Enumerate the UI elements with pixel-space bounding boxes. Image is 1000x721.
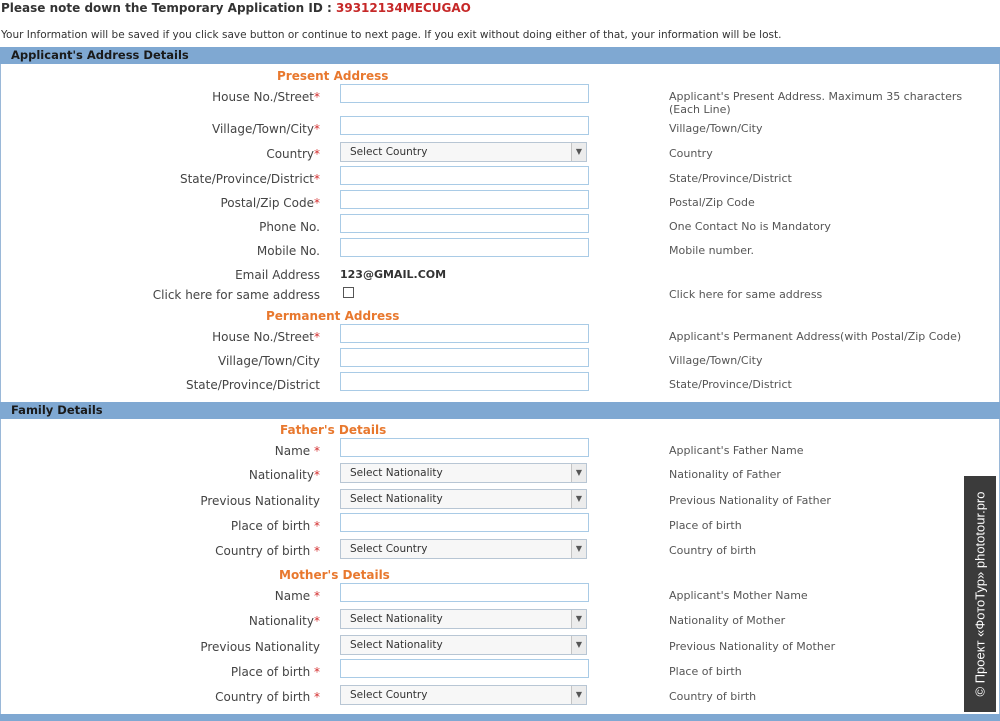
present-state-input[interactable] <box>340 166 589 185</box>
present-country-row <box>0 147 1000 167</box>
save-info-text: Your Information will be saved if you click save button or continue to next page. If you exit without doing either of that, your information will be lost. <box>1 29 782 41</box>
present-email-label: Email Address <box>235 268 320 282</box>
required-mark: * <box>314 468 320 482</box>
same-address-label: Click here for same address <box>152 288 320 302</box>
chevron-down-icon: ▼ <box>571 686 586 704</box>
chevron-down-icon: ▼ <box>571 540 586 558</box>
present-email-value: 123@GMAIL.COM <box>340 268 447 281</box>
father-birth-place-row <box>0 519 1000 539</box>
father-birth-place-label: Place of birth * <box>230 519 320 533</box>
present-state-label: State/Province/District* <box>179 172 320 186</box>
present-village-input[interactable] <box>340 116 589 135</box>
mother-birth-country-label: Country of birth * <box>215 690 320 704</box>
permanent-village-input[interactable] <box>340 348 589 367</box>
present-village-hint: Village/Town/City <box>669 122 763 135</box>
father-birth-place-hint: Place of birth <box>669 519 742 532</box>
present-phone-input[interactable] <box>340 214 589 233</box>
required-mark: * <box>314 690 320 704</box>
permanent-house-row <box>0 330 1000 350</box>
father-name-hint: Applicant's Father Name <box>669 444 804 457</box>
present-country-select[interactable]: Select Country ▼ <box>340 142 587 162</box>
required-mark: * <box>314 196 320 210</box>
watermark <box>964 476 996 712</box>
permanent-state-row <box>0 378 1000 398</box>
mother-nationality-row <box>0 614 1000 634</box>
father-birth-country-label: Country of birth * <box>215 544 320 558</box>
father-birth-country-hint: Country of birth <box>669 544 757 557</box>
present-postal-label: Postal/Zip Code* <box>220 196 320 210</box>
father-prev-nationality-row <box>0 494 1000 514</box>
mother-prev-nationality-hint: Previous Nationality of Mother <box>669 640 836 653</box>
father-nationality-select[interactable]: Select Nationality ▼ <box>340 463 587 483</box>
required-mark: * <box>314 614 320 628</box>
present-mobile-hint: Mobile number. <box>669 244 754 257</box>
permanent-village-label: Village/Town/City <box>218 354 320 368</box>
father-name-row <box>0 444 1000 464</box>
permanent-state-input[interactable] <box>340 372 589 391</box>
family-section-header: Family Details <box>0 402 1000 419</box>
father-nationality-row <box>0 468 1000 488</box>
present-phone-label: Phone No. <box>259 220 320 234</box>
required-mark: * <box>314 172 320 186</box>
present-country-hint: Country <box>669 147 713 160</box>
present-phone-hint: One Contact No is Mandatory <box>669 220 831 233</box>
mother-nationality-select[interactable]: Select Nationality ▼ <box>340 609 587 629</box>
mother-details-heading: Mother's Details <box>279 568 390 582</box>
present-house-label: House No./Street* <box>212 90 320 104</box>
chevron-down-icon: ▼ <box>571 636 586 654</box>
mother-birth-place-label: Place of birth * <box>230 665 320 679</box>
required-mark: * <box>314 544 320 558</box>
present-house-input[interactable] <box>340 84 589 103</box>
required-mark: * <box>314 122 320 136</box>
next-section-header <box>0 714 1000 721</box>
present-village-row <box>0 122 1000 142</box>
required-mark: * <box>314 444 320 458</box>
same-address-hint: Click here for same address <box>669 288 823 301</box>
present-state-hint: State/Province/District <box>669 172 792 185</box>
watermark-text: © Проект «ФотоТур» phototour.pro <box>972 491 988 697</box>
mother-birth-country-hint: Country of birth <box>669 690 757 703</box>
present-house-row <box>0 90 1000 116</box>
permanent-village-row <box>0 354 1000 374</box>
temp-application-id: 39312134MECUGAO <box>336 1 471 15</box>
father-details-heading: Father's Details <box>280 423 387 437</box>
mother-birth-country-select[interactable]: Select Country ▼ <box>340 685 587 705</box>
father-nationality-label: Nationality* <box>248 468 320 482</box>
required-mark: * <box>314 147 320 161</box>
permanent-address-heading: Permanent Address <box>266 309 400 323</box>
temp-id-label: Please note down the Temporary Application ID : <box>1 1 332 15</box>
mother-birth-place-row <box>0 665 1000 685</box>
father-birth-place-input[interactable] <box>340 513 589 532</box>
present-mobile-row <box>0 244 1000 264</box>
present-country-label: Country* <box>266 147 320 161</box>
permanent-state-hint: State/Province/District <box>669 378 792 391</box>
permanent-state-label: State/Province/District <box>185 378 320 392</box>
mother-name-hint: Applicant's Mother Name <box>669 589 808 602</box>
required-mark: * <box>314 665 320 679</box>
permanent-house-label: House No./Street* <box>212 330 320 344</box>
present-phone-row <box>0 220 1000 240</box>
father-nationality-hint: Nationality of Father <box>669 468 781 481</box>
mother-prev-nationality-label: Previous Nationality <box>200 640 320 654</box>
present-address-heading: Present Address <box>277 69 389 83</box>
mother-birth-country-row <box>0 690 1000 710</box>
mother-birth-place-hint: Place of birth <box>669 665 742 678</box>
temp-application-note <box>1 1 471 15</box>
father-birth-country-select[interactable]: Select Country ▼ <box>340 539 587 559</box>
chevron-down-icon: ▼ <box>571 143 586 161</box>
mother-nationality-hint: Nationality of Mother <box>669 614 786 627</box>
mother-prev-nationality-select[interactable]: Select Nationality ▼ <box>340 635 587 655</box>
present-postal-hint: Postal/Zip Code <box>669 196 755 209</box>
father-prev-nationality-select[interactable]: Select Nationality ▼ <box>340 489 587 509</box>
required-mark: * <box>314 90 320 104</box>
same-address-checkbox[interactable] <box>343 287 354 298</box>
required-mark: * <box>314 330 320 344</box>
mother-name-label: Name * <box>274 589 320 603</box>
same-address-row <box>0 288 1000 308</box>
father-birth-country-row <box>0 544 1000 564</box>
permanent-village-hint: Village/Town/City <box>669 354 763 367</box>
father-name-input[interactable] <box>340 438 589 457</box>
present-postal-row <box>0 196 1000 216</box>
address-section-header: Applicant's Address Details <box>0 47 1000 64</box>
present-state-row <box>0 172 1000 192</box>
present-postal-input[interactable] <box>340 190 589 209</box>
permanent-house-input[interactable] <box>340 324 589 343</box>
required-mark: * <box>314 519 320 533</box>
father-prev-nationality-label: Previous Nationality <box>200 494 320 508</box>
permanent-house-hint: Applicant's Permanent Address(with Postal/Zip Code) <box>669 330 962 343</box>
father-name-label: Name * <box>274 444 320 458</box>
present-house-hint: Applicant's Present Address. Maximum 35 characters (Each Line) <box>669 90 963 116</box>
mother-nationality-label: Nationality* <box>248 614 320 628</box>
mother-name-input[interactable] <box>340 583 589 602</box>
present-village-label: Village/Town/City* <box>212 122 320 136</box>
present-mobile-label: Mobile No. <box>256 244 320 258</box>
chevron-down-icon: ▼ <box>571 464 586 482</box>
father-prev-nationality-hint: Previous Nationality of Father <box>669 494 831 507</box>
mother-prev-nationality-row <box>0 640 1000 660</box>
chevron-down-icon: ▼ <box>571 490 586 508</box>
required-mark: * <box>314 589 320 603</box>
mother-name-row <box>0 589 1000 609</box>
present-mobile-input[interactable] <box>340 238 589 257</box>
present-email-row <box>0 268 1000 288</box>
chevron-down-icon: ▼ <box>571 610 586 628</box>
mother-birth-place-input[interactable] <box>340 659 589 678</box>
